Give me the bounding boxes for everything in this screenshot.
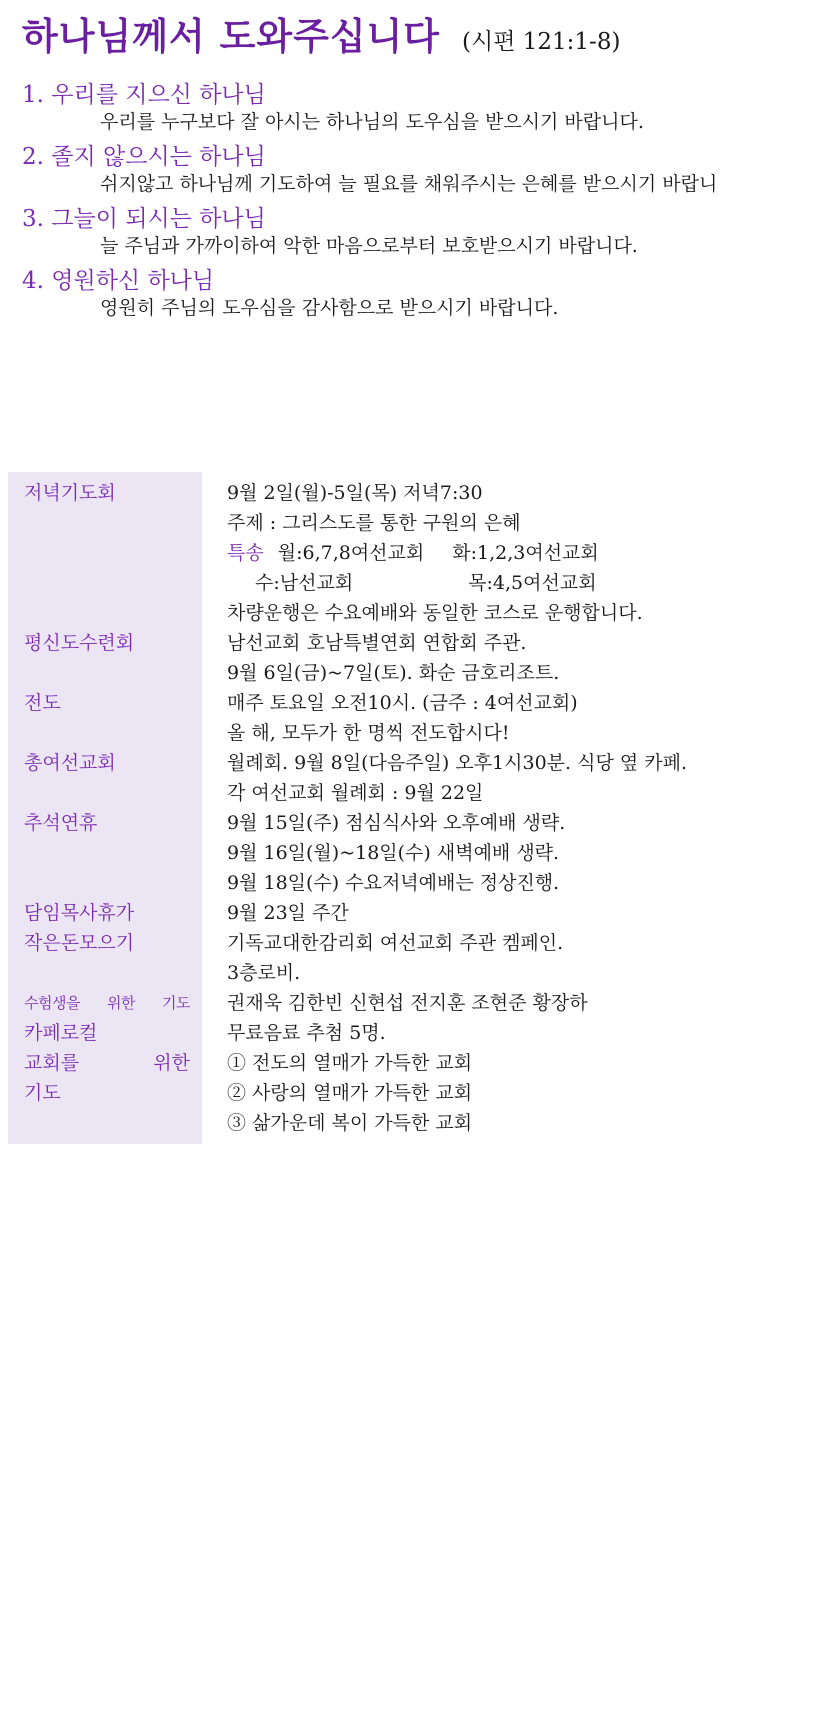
point-heading: 1. 우리를 지으신 하나님 [22, 82, 266, 108]
notice-row-evangelism [8, 688, 835, 748]
notice-label: 추석연휴 [24, 812, 98, 834]
sermon-point [22, 266, 835, 320]
notice-line: 주제 : 그리스도를 통한 구원의 은혜 [227, 512, 521, 534]
notice-label: 수험생을 위한 기도 [24, 994, 190, 1012]
notice-label: 작은돈모으기 [24, 932, 135, 954]
notice-row-lay-retreat [8, 628, 835, 688]
notice-row-church-prayer [8, 1048, 835, 1144]
notice-line: 권재욱 김한빈 신현섭 전지훈 조현준 황장하 [227, 992, 588, 1014]
notice-line: 9월 2일(월)-5일(목) 저녁7:30 [227, 482, 483, 504]
notice-row-pastor-leave [8, 898, 835, 928]
special-song-item: 화:1,2,3여선교회 [452, 542, 599, 564]
point-heading: 2. 졸지 않으시는 하나님 [22, 144, 266, 170]
notice-label: 평신도수련회 [24, 632, 135, 654]
notice-line: 무료음료 추첨 5명. [227, 1022, 386, 1044]
sermon-point [22, 142, 835, 196]
sermon-title-row [22, 6, 620, 62]
notice-label: 저녁기도회 [24, 482, 116, 504]
point-body: 쉬지않고 하나님께 기도하여 늘 필요를 채워주시는 은혜를 받으시기 바랍니 [100, 173, 718, 195]
notice-row-cafe [8, 1018, 835, 1048]
notice-row-womens-general [8, 748, 835, 808]
notice-line: 기독교대한감리회 여선교회 주관 켐페인. [227, 932, 564, 954]
notice-row-small-coins [8, 928, 835, 988]
special-song-item: 월:6,7,8여선교회 [277, 542, 425, 564]
notice-line: 차량운행은 수요예배와 동일한 코스로 운행합니다. [227, 602, 643, 624]
point-heading: 4. 영원하신 하나님 [22, 268, 215, 294]
notice-line: 9월 16일(월)~18일(수) 새벽예배 생략. [227, 842, 560, 864]
point-body: 영원히 주님의 도우심을 감사함으로 받으시기 바랍니다. [100, 297, 559, 319]
notice-line: 월례회. 9월 8일(다음주일) 오후1시30분. 식당 옆 카페. [227, 752, 687, 774]
notice-line: 3층로비. [227, 962, 301, 984]
notice-line: 9월 18일(수) 수요저녁예배는 정상진행. [227, 872, 560, 894]
notices-table [8, 472, 835, 1144]
notice-label: 카페로컬 [24, 1022, 98, 1044]
notice-label: 총여선교회 [24, 752, 116, 774]
notice-line: 9월 6일(금)~7일(토). 화순 금호리조트. [227, 662, 560, 684]
notice-row-chuseok [8, 808, 835, 898]
point-heading: 3. 그늘이 되시는 하나님 [22, 206, 266, 232]
notice-line: 9월 15일(주) 점심식사와 오후예배 생략. [227, 812, 566, 834]
sermon-title: 하나님께서 도와주십니다 [22, 15, 441, 58]
notice-line: ② 사랑의 열매가 가득한 교회 [227, 1082, 473, 1104]
notice-line: ① 전도의 열매가 가득한 교회 [227, 1052, 473, 1074]
notice-line: 올 해, 모두가 한 명씩 전도합시다! [227, 722, 510, 744]
special-song-label: 특송 [227, 542, 264, 564]
notice-line: 9월 23일 주간 [227, 902, 349, 924]
notice-line: 매주 토요일 오전10시. (금주 : 4여선교회) [227, 692, 578, 714]
sermon-point [22, 80, 835, 134]
notices-section [8, 472, 835, 1144]
notice-label-spacer [8, 1108, 202, 1138]
notice-line: ③ 삶가운데 복이 가득한 교회 [227, 1112, 473, 1134]
notice-label: 교회를 위한 [24, 1052, 190, 1074]
notice-line: 남선교회 호남특별연회 연합회 주관. [227, 632, 527, 654]
notice-label: 담임목사휴가 [24, 902, 135, 924]
special-song-line [227, 568, 835, 598]
sermon-point [22, 204, 835, 258]
scripture-reference: (시편 121:1-8) [462, 29, 621, 55]
special-song-line [227, 538, 835, 568]
special-song-item: 목:4,5여선교회 [468, 572, 597, 594]
point-body: 늘 주님과 가까이하여 악한 마음으로부터 보호받으시기 바랍니다. [100, 235, 638, 257]
point-body: 우리를 누구보다 잘 아시는 하나님의 도우심을 받으시기 바랍니다. [100, 111, 644, 133]
notice-row-exam-prayer [8, 988, 835, 1018]
notice-label: 전도 [24, 692, 61, 714]
special-song-item: 수:남선교회 [255, 572, 354, 594]
sermon-points [22, 80, 835, 328]
notice-row-evening-prayer [8, 472, 835, 628]
notice-label: 기도 [24, 1082, 61, 1104]
notice-line: 각 여선교회 월례회 : 9월 22일 [227, 782, 484, 804]
